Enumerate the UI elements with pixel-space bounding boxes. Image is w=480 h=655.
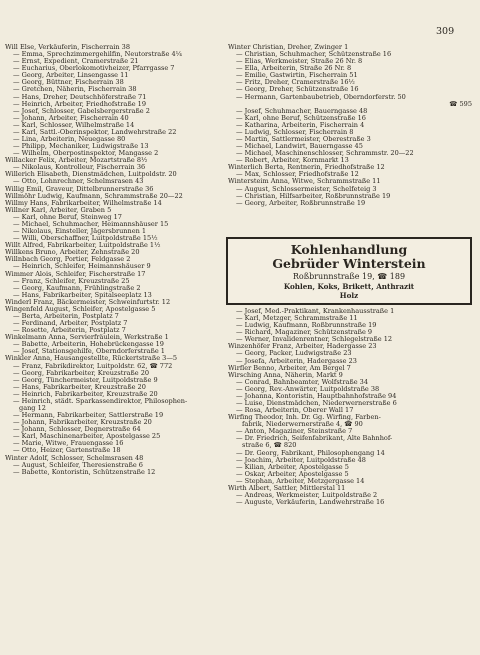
ad-products-wood: Holz xyxy=(339,291,359,300)
directory-sub-entry: — Richard, Magaziner, Schützenstraße 9 xyxy=(236,329,373,337)
page-number: 309 xyxy=(436,26,455,37)
directory-sub-entry: — Dr. Friedrich, Seifenfabrikant, Alte Bahnhof- xyxy=(236,435,393,443)
directory-sub-entry: — Fritz, Dreher, Cramerstraße 16½ xyxy=(236,79,355,87)
directory-sub-entry: — Johann, Arbeiter, Fischerrain 40 xyxy=(13,114,129,122)
directory-sub-entry: — Max, Schlosser, Friedhofstraße 12 xyxy=(236,171,359,179)
directory-sub-entry: — Ferdinand, Arbeiter, Postplatz 7 xyxy=(13,320,128,328)
directory-sub-entry: — Hans, Dreher, Deutschhöferstraße 71 xyxy=(13,93,147,101)
left-column xyxy=(5,44,223,476)
directory-sub-entry: — Karl, ohne Beruf, Schützenstraße 16 xyxy=(236,114,366,122)
directory-sub-entry: — Georg, Büttner, Fischerrain 38 xyxy=(13,79,124,87)
directory-entry: Wirth Albert, Sattler, Mittlerstal 11 xyxy=(228,484,346,492)
directory-sub-entry: — Robert, Arbeiter, Kornmarkt 13 xyxy=(236,157,349,165)
directory-sub-entry: fabrik, Niederwernerstraße 4, ☎ 90 xyxy=(242,421,363,429)
directory-entry: Willmy Hans, Fabrikarbeiter, Wilhelmstraße 14 xyxy=(5,199,162,207)
directory-sub-entry: — Hermann, Fabrikarbeiter, Sattlerstraße 19 xyxy=(13,412,164,420)
directory-entry: Wimmer Alois, Schleifer, Fischerstraße 17 xyxy=(5,270,146,278)
directory-sub-entry: — Johann, Schlosser, Degnerstraße 64 xyxy=(13,426,141,434)
directory-sub-entry: — August, Schlossermeister, Schelfeteig 3 xyxy=(236,185,377,193)
directory-sub-entry: — Josef, Med.-Praktikant, Krankenhausstraße 1 xyxy=(236,308,395,315)
directory-sub-entry: — Ernst, Expedient, Cramerstraße 21 xyxy=(13,58,139,66)
directory-sub-entry: — Franz, Fabrikdirektor, Luitpoldstr. 62, ☎ 772 xyxy=(13,362,173,370)
directory-sub-entry: — Anton, Magaziner, Steinstraße 7 xyxy=(236,428,353,436)
directory-sub-entry: — Joachim, Arbeiter, Luitpoldstraße 48 xyxy=(236,456,366,464)
ad-address: Roßbrunnstraße 19, ☎ 189 xyxy=(292,272,406,281)
directory-sub-entry: — Nikolaus, Kontrolleur, Fischerrain 36 xyxy=(13,164,146,172)
directory-sub-entry: — Georg, Kaufmann, Frühlingstraße 2 xyxy=(13,284,141,292)
directory-entry: Winter Adolf, Schlosser, Schelmsrasen 48 xyxy=(5,454,144,462)
directory-entry: Will Else, Verkäuferin, Fischerrain 38 xyxy=(5,44,131,51)
directory-sub-entry: — Georg, Tünchermeister, Luitpoldstraße 9 xyxy=(13,376,158,384)
directory-sub-entry: straße 6, ☎ 820 xyxy=(242,442,297,450)
directory-entry: Winkelmann Anna, Servierfräulein, Werkstraße 1 xyxy=(5,334,169,342)
directory-entry: Wirfing Theodor, Inh. Dr. Gg. Wirfing, Farben- xyxy=(228,414,381,422)
directory-sub-entry: — Auguste, Verkäuferin, Landwehrstraße 16 xyxy=(236,499,385,507)
directory-sub-entry: — Wilhelm, Oberpostinspektor, Mangasse 2 xyxy=(13,150,159,158)
directory-sub-entry: — Nikolaus, Einsteller, Jägersbrunnen 1 xyxy=(13,228,147,236)
directory-sub-entry: — Lina, Arbeiterin, Neuegasse 80 xyxy=(13,136,126,144)
directory-sub-entry: — Rosa, Arbeiterin, Oberer Wall 17 xyxy=(236,407,354,415)
directory-sub-entry: — Michael, Schuhmacher, Heimannshäuser 15 xyxy=(13,220,169,228)
directory-entry: Willt Alfred, Fabrikarbeiter, Luitpoldstraße 1½ xyxy=(5,242,161,250)
directory-sub-entry: — Emma, Sprechzimmergehilfin, Neutorstraße 4¼ xyxy=(13,51,183,59)
directory-sub-entry: — Karl, ohne Beruf, Steinweg 17 xyxy=(13,213,122,221)
directory-sub-entry: — Georg, Rev.-Anwärter, Luitpoldstraße 38 xyxy=(236,385,380,393)
directory-sub-entry: — Ludwig, Kaufmann, Roßbrunnstraße 19 xyxy=(236,322,377,330)
directory-sub-entry: — Hans, Fabrikarbeiter, Kreuzstraße 20 xyxy=(13,383,146,391)
directory-sub-entry: — Werner, Invalidenrentner, Schlegelstraße 12 xyxy=(236,336,393,344)
directory-sub-entry: — Johann, Fabrikarbeiter, Kreuzstraße 20 xyxy=(13,419,152,427)
directory-sub-entry: — Conrad, Bahnbeamter, Wolfstraße 34 xyxy=(236,378,369,386)
directory-sub-entry: — Eucharius, Oberlokomotivheizer, Pfarrgasse 7 xyxy=(13,65,175,73)
directory-entry: Willerich Elisabeth, Dienstmädchen, Luitpoldstr. 20 xyxy=(5,171,177,179)
directory-sub-entry: — Georg, Fabrikarbeiter, Kreuzstraße 20 xyxy=(13,369,150,377)
directory-sub-entry: — Otto, Heizer, Gartenstraße 18 xyxy=(13,447,121,455)
directory-entry: Willig Emil, Graveur, Dittelbrunnerstraße 36 xyxy=(5,185,154,193)
directory-sub-entry: — Michael, Landwirt, Bauerngasse 45 xyxy=(236,143,363,151)
directory-sub-entry: — Emilie, Gastwirtin, Fischerrain 51 xyxy=(236,72,358,80)
directory-sub-entry: — Josef, Schlosser, Gabelsbergerstraße 2 xyxy=(13,107,150,115)
directory-sub-entry: — Josefa, Arbeiterin, Hadergasse 23 xyxy=(236,357,357,365)
directory-sub-entry: — Karl, Maschinenarbeiter, Apostelgasse 25 xyxy=(13,433,161,441)
directory-sub-entry: — Karl, Sattl.-Oberinspektor, Landwehrstraße 22 xyxy=(13,128,177,136)
directory-sub-entry: — Oskar, Arbeiter, Apostelgasse 5 xyxy=(236,470,349,478)
directory-sub-entry: — August, Schleifer, Theresienstraße 6 xyxy=(13,461,143,469)
directory-sub-entry: — Stephan, Arbeiter, Metzgergasse 14 xyxy=(236,477,365,485)
directory-sub-entry: gang 12 xyxy=(19,404,46,412)
directory-sub-entry: — Josef, Schuhmacher, Bauerngasse 48 xyxy=(236,107,368,115)
directory-sub-entry: — Kilian, Arbeiter, Apostelgasse 5 xyxy=(236,463,349,471)
directory-entry: Winzenhöfer Franz, Arbeiter, Hadergasse 23 xyxy=(228,343,377,351)
directory-entry: Winkler Anna, Hausangestellte, Rückertstraße 3—5 xyxy=(5,355,178,363)
directory-entry: Wintersteim Anna, Witwe, Schrammstraße 11 xyxy=(228,178,381,186)
directory-entry: Winderl Franz, Bäckermeister, Schweinfurtstr. 12 xyxy=(5,298,171,306)
ad-business-name: Gebrüder Winterstein xyxy=(272,256,426,271)
directory-entry: Willner Karl, Arbeiter, Graben 5 xyxy=(5,206,112,214)
directory-sub-entry: — Katharina, Arbeiterin, Fischerrain 4 xyxy=(236,121,365,129)
directory-sub-entry: — Gretchen, Näherin, Fischerrain 38 xyxy=(13,86,137,94)
directory-entry: Winterlich Berta, Rentnerin, Friedhofstraße 12 xyxy=(228,164,385,172)
ad-business-type: Kohlenhandlung xyxy=(290,242,408,257)
directory-sub-entry: — Georg, Arbeiter, Roßbrunnstraße 19 xyxy=(236,199,366,207)
directory-entry: Winter Christian, Dreher, Zwinger 1 xyxy=(228,44,349,51)
coal-merchant-advertisement xyxy=(226,237,472,305)
directory-entry: Wirfler Benno, Arbeiter, Am Bergel 7 xyxy=(228,364,351,372)
directory-entry: Willmöhr Ludwig, Kaufmann, Schrammstraße 20—22 xyxy=(5,192,183,200)
directory-sub-entry: — Marie, Witwe, Frauengasse 16 xyxy=(13,440,124,448)
directory-sub-entry: — Heinrich, Fabrikarbeiter, Kreuzstraße 20 xyxy=(13,390,158,398)
directory-sub-entry: — Rosette, Arbeiterin, Postplatz 7 xyxy=(13,327,126,335)
directory-entry: Wirsching Anna, Näherin, Markt 9 xyxy=(228,371,343,379)
directory-sub-entry: — Babette, Kontoristin, Schützenstraße 12 xyxy=(13,468,156,476)
directory-sub-entry: — Heinrich, Arbeiter, Friedhofstraße 19 xyxy=(13,100,146,108)
ad-products: Kohlen, Koks, Brikett, Anthrazit xyxy=(283,282,415,291)
directory-sub-entry: — Philipp, Mechaniker, Ludwigstraße 13 xyxy=(13,143,149,151)
directory-sub-entry: — Elias, Werkmeister, Straße 26 Nr. 8 xyxy=(236,58,363,66)
directory-entry: Willkens Bruno, Arbeiter, Zehnstraße 20 xyxy=(5,249,140,257)
directory-sub-entry: — Michael, Maschinenschlosser, Schrammstr. 20—22 xyxy=(236,150,414,158)
directory-sub-entry: — Dr. Georg, Fabrikant, Philosophengang 14 xyxy=(236,449,385,457)
directory-sub-entry: — Karl, Schlosser, Wilhelmstraße 14 xyxy=(13,121,135,129)
directory-sub-entry: — Franz, Schleifer, Kreuzstraße 25 xyxy=(13,277,130,285)
directory-sub-entry: — Martin, Sattlermeister, Oberestraße 3 xyxy=(236,136,371,144)
directory-sub-entry: — Georg, Dreher, Schützenstraße 16 xyxy=(236,86,359,94)
directory-sub-entry: — Otto, Lohnrechner, Schelmsrasen 43 xyxy=(13,178,144,186)
directory-sub-entry: — Josef, Stationsgehilfe, Oberndorferstraße 1 xyxy=(13,348,165,356)
directory-sub-entry: — Andreas, Werkmeister, Luitpoldstraße 2 xyxy=(236,492,378,500)
directory-sub-entry: — Luise, Dienstmädchen, Niederwernerstraße 6 xyxy=(236,400,397,408)
directory-sub-entry: — Christian, Schuhmacher, Schützenstraße 16 xyxy=(236,51,392,59)
directory-sub-entry: — Heinrich, Schleifer, Heimannshäuser 9 xyxy=(13,263,151,271)
directory-sub-entry: — Karl, Metzger, Schrammstraße 11 xyxy=(236,315,358,323)
directory-sub-entry: ☎ 595 xyxy=(449,100,472,108)
directory-entry: Willnbach Georg, Portier, Feldgasse 2 xyxy=(5,256,131,264)
directory-entry: Wingenfeld August, Schleifer, Apostelgasse 5 xyxy=(5,305,156,313)
directory-sub-entry: — Berta, Arbeiterin, Postplatz 7 xyxy=(13,312,119,320)
right-column-top xyxy=(228,44,472,207)
directory-sub-entry: — Willi, Oberschaffner, Luitpoldstraße 15½ xyxy=(13,235,158,243)
right-column-bottom xyxy=(228,308,472,506)
directory-sub-entry: — Babette, Arbeiterin, Hohebrückengasse 19 xyxy=(13,341,164,349)
directory-sub-entry: — Johanna, Kontoristin, Hauptbahnhofstraße 94 xyxy=(236,392,397,400)
directory-sub-entry: — Georg, Arbeiter, Linsengasse 11 xyxy=(13,72,129,80)
directory-sub-entry: — Heinrich, städt. Sparkassendirektor, Philosophen- xyxy=(13,397,188,405)
directory-sub-entry: — Christian, Hilfsarbeiter, Roßbrunnstraße 19 xyxy=(236,192,391,200)
directory-sub-entry: — Hans, Fabrikarbeiter, Spitalseeplatz 13 xyxy=(13,291,152,299)
directory-sub-entry: — Ludwig, Schlosser, Fischerrain 8 xyxy=(236,128,354,136)
directory-sub-entry: — Georg, Packer, Ludwigstraße 23 xyxy=(236,350,352,358)
directory-sub-entry: — Ella, Arbeiterin, Straße 26 Nr. 8 xyxy=(236,65,352,73)
directory-entry: Willacker Felix, Arbeiter, Mozartstraße 8½ xyxy=(5,157,148,165)
directory-sub-entry: — Hermann, Gartenbaubetrieb, Oberndorferstr. 50 xyxy=(236,93,406,101)
